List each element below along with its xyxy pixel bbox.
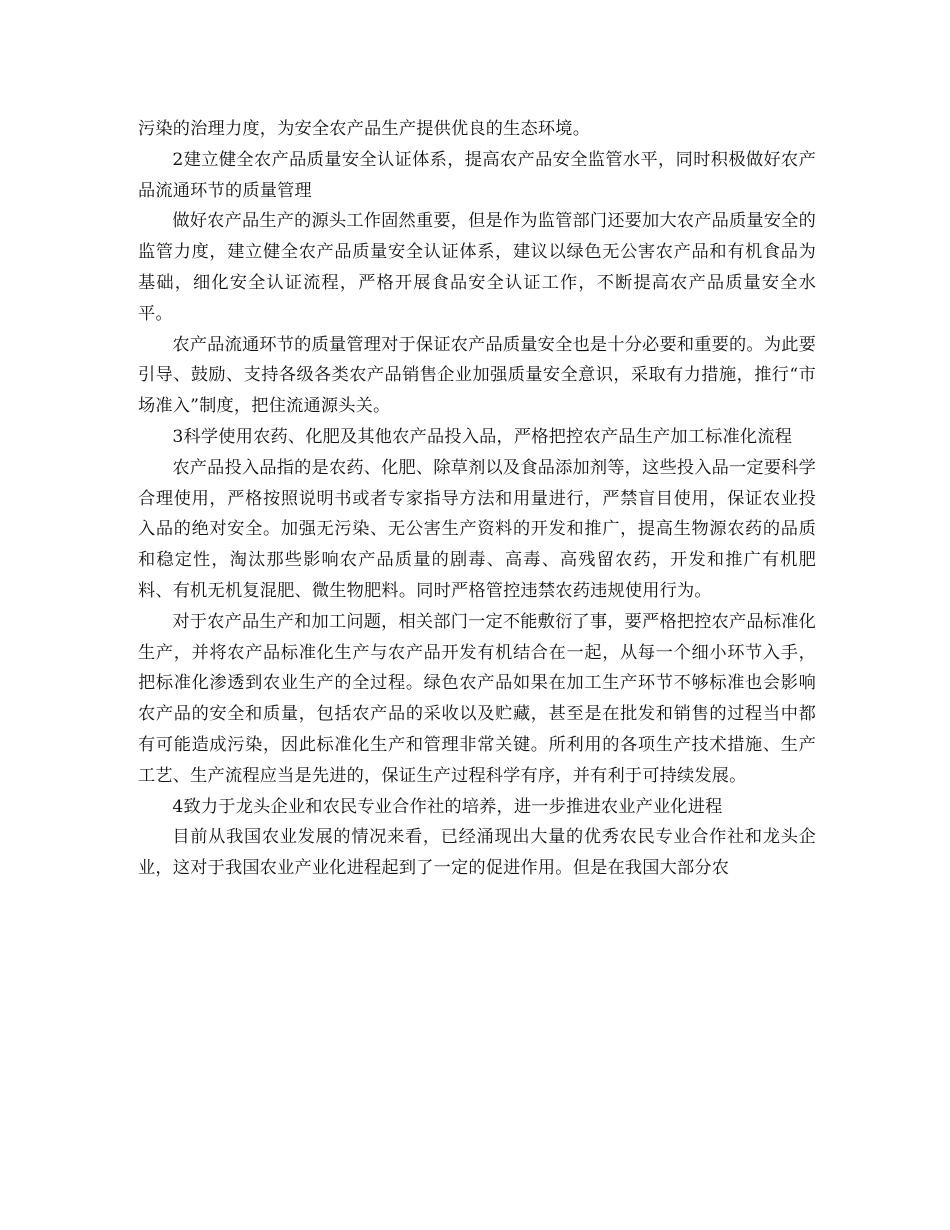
section-heading-2: 2建立健全农产品质量安全认证体系，提高农产品安全监管水平，同时积极做好农产品流通环节的质量管理 bbox=[138, 149, 816, 201]
paragraph-standardization: 对于农产品生产和加工问题，相关部门一定不能敷衍了事，要严格把控农产品标准化生产，并将农产品标准化生产与农产品开发有机结合在一起，从每一个细小环节入手，把标准化渗透到农业生产的全过程。绿色农产品如果在加工生产环节不够标准也会影响农产品的安全和质量，包括农产品的采收以及贮藏，甚至是在批发和销售的过程当中都有可能造成污染，因此标准化生产和管理非常关键。所利用的各项生产技术措施、生产工艺、生产流程应当是先进的，保证生产过程科学有序，并有利于可持续发展。 bbox=[138, 611, 816, 786]
document-page bbox=[138, 114, 816, 884]
section-heading-3: 3科学使用农药、化肥及其他农产品投入品，严格把控农产品生产加工标准化流程 bbox=[172, 426, 793, 447]
paragraph-cooperatives: 目前从我国农业发展的情况来看，已经涌现出大量的优秀农民专业合作社和龙头企业，这对于我国农业产业化进程起到了一定的促进作用。但是在我国大部分农 bbox=[138, 827, 816, 879]
paragraph-certification: 做好农产品生产的源头工作固然重要，但是作为监管部门还要加大农产品质量安全的监管力度，建立健全农产品质量安全认证体系，建议以绿色无公害农产品和有机食品为基础，细化安全认证流程，严格开展食品安全认证工作，不断提高农产品质量安全水平。 bbox=[138, 211, 816, 324]
paragraph-circulation: 农产品流通环节的质量管理对于保证农产品质量安全也是十分必要和重要的。为此要引导、鼓励、支持各级各类农产品销售企业加强质量安全意识，采取有力措施，推行“市场准入”制度，把住流通源头关。 bbox=[138, 334, 816, 417]
section-heading-4: 4致力于龙头企业和农民专业合作社的培养，进一步推进农业产业化进程 bbox=[172, 796, 723, 817]
paragraph-inputs: 农产品投入品指的是农药、化肥、除草剂以及食品添加剂等，这些投入品一定要科学合理使用，严格按照说明书或者专家指导方法和用量进行，严禁盲目使用，保证农业投入品的绝对安全。加强无污染、无公害生产资料的开发和推广，提高生物源农药的品质和稳定性，淘汰那些影响农产品质量的剧毒、高毒、高残留农药，开发和推广有机肥料、有机无机复混肥、微生物肥料。同时严格管控违禁农药违规使用行为。 bbox=[138, 457, 816, 601]
paragraph-continuation: 污染的治理力度，为安全农产品生产提供优良的生态环境。 bbox=[138, 119, 591, 139]
